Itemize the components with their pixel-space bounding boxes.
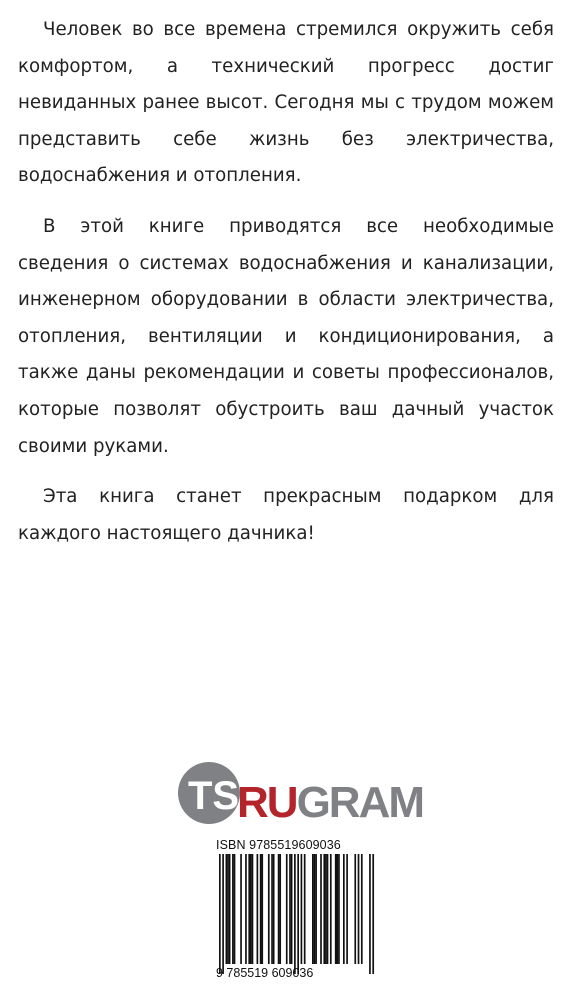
barcode-bar xyxy=(315,854,317,964)
barcode-bar xyxy=(314,854,316,964)
barcode-bar xyxy=(279,854,281,964)
barcode-bar xyxy=(227,854,229,964)
barcode-bar xyxy=(257,854,259,964)
barcode-bar xyxy=(252,854,254,964)
barcode-bar xyxy=(346,854,348,964)
barcode-bar xyxy=(297,854,299,974)
barcode-bar xyxy=(222,854,224,974)
paragraph-contents: В этой книге приводятся все необходимые сведения о системах водоснабжения и канализации, инженерном оборудовании в области электричества, отопления, вентиляции и кондиционирования, а также даны рекомендации и советы профессионалов, которые позволят обустроить ваш дачный участок своими руками. xyxy=(18,215,554,457)
barcode-bar xyxy=(338,854,340,964)
barcode-digits: 9 785519 609036 xyxy=(216,966,314,980)
isbn-barcode-block xyxy=(216,838,377,986)
barcode-bar xyxy=(301,854,303,964)
paragraph-gift: Эта книга станет прекрасным подарком для каждого настоящего дачника! xyxy=(18,486,554,544)
barcode-bar xyxy=(304,854,306,964)
barcode-bar xyxy=(320,854,322,964)
barcode-bar xyxy=(234,854,236,964)
barcode-bar xyxy=(323,854,325,964)
barcode-bar xyxy=(354,854,356,964)
barcode-bar xyxy=(261,854,263,964)
barcode-bar xyxy=(330,854,332,964)
logo-wordmark xyxy=(237,778,423,827)
logo-part-3: M xyxy=(388,778,423,827)
barcode-bar xyxy=(343,854,345,964)
barcode-bar xyxy=(325,854,327,964)
barcode xyxy=(219,854,374,974)
barcode-bar xyxy=(369,854,371,974)
barcode-bar xyxy=(229,854,231,964)
barcode-bar xyxy=(327,854,329,964)
barcode-bar xyxy=(226,854,228,964)
barcode-bar xyxy=(248,854,250,964)
barcode-bar xyxy=(312,854,314,964)
logo-part-1: RU xyxy=(237,778,297,827)
barcode-bar xyxy=(361,854,363,964)
barcode-bar xyxy=(273,854,275,964)
barcode-bar xyxy=(291,854,293,964)
description-text xyxy=(18,12,554,566)
barcode-bar xyxy=(250,854,252,964)
publisher-logo xyxy=(177,756,423,827)
barcode-bar xyxy=(245,854,247,964)
barcode-bar xyxy=(358,854,360,964)
isbn-label: ISBN 9785519609036 xyxy=(216,838,341,852)
barcode-bar xyxy=(294,854,296,974)
logo-part-2: GRA xyxy=(296,778,389,827)
barcode-bar xyxy=(335,854,337,964)
barcode-bar xyxy=(240,854,242,964)
barcode-bar xyxy=(336,854,338,964)
logo-emblem-lettering: TS xyxy=(188,774,240,818)
barcode-bar xyxy=(286,854,288,964)
barcode-bar xyxy=(219,854,221,974)
barcode-bar xyxy=(372,854,374,974)
barcode-bar xyxy=(289,854,291,964)
barcode-bar xyxy=(260,854,262,964)
barcode-bar xyxy=(271,854,273,964)
barcode-bar xyxy=(268,854,270,964)
barcode-bar xyxy=(232,854,234,964)
paragraph-intro: Человек во все времена стремился окружить себя комфортом, а технический прогресс достиг невиданных ранее высот. Сегодня мы с трудом можем представить себе жизнь без электричества, водоснабжения и отопления. xyxy=(18,19,554,187)
barcode-bar xyxy=(278,854,280,964)
